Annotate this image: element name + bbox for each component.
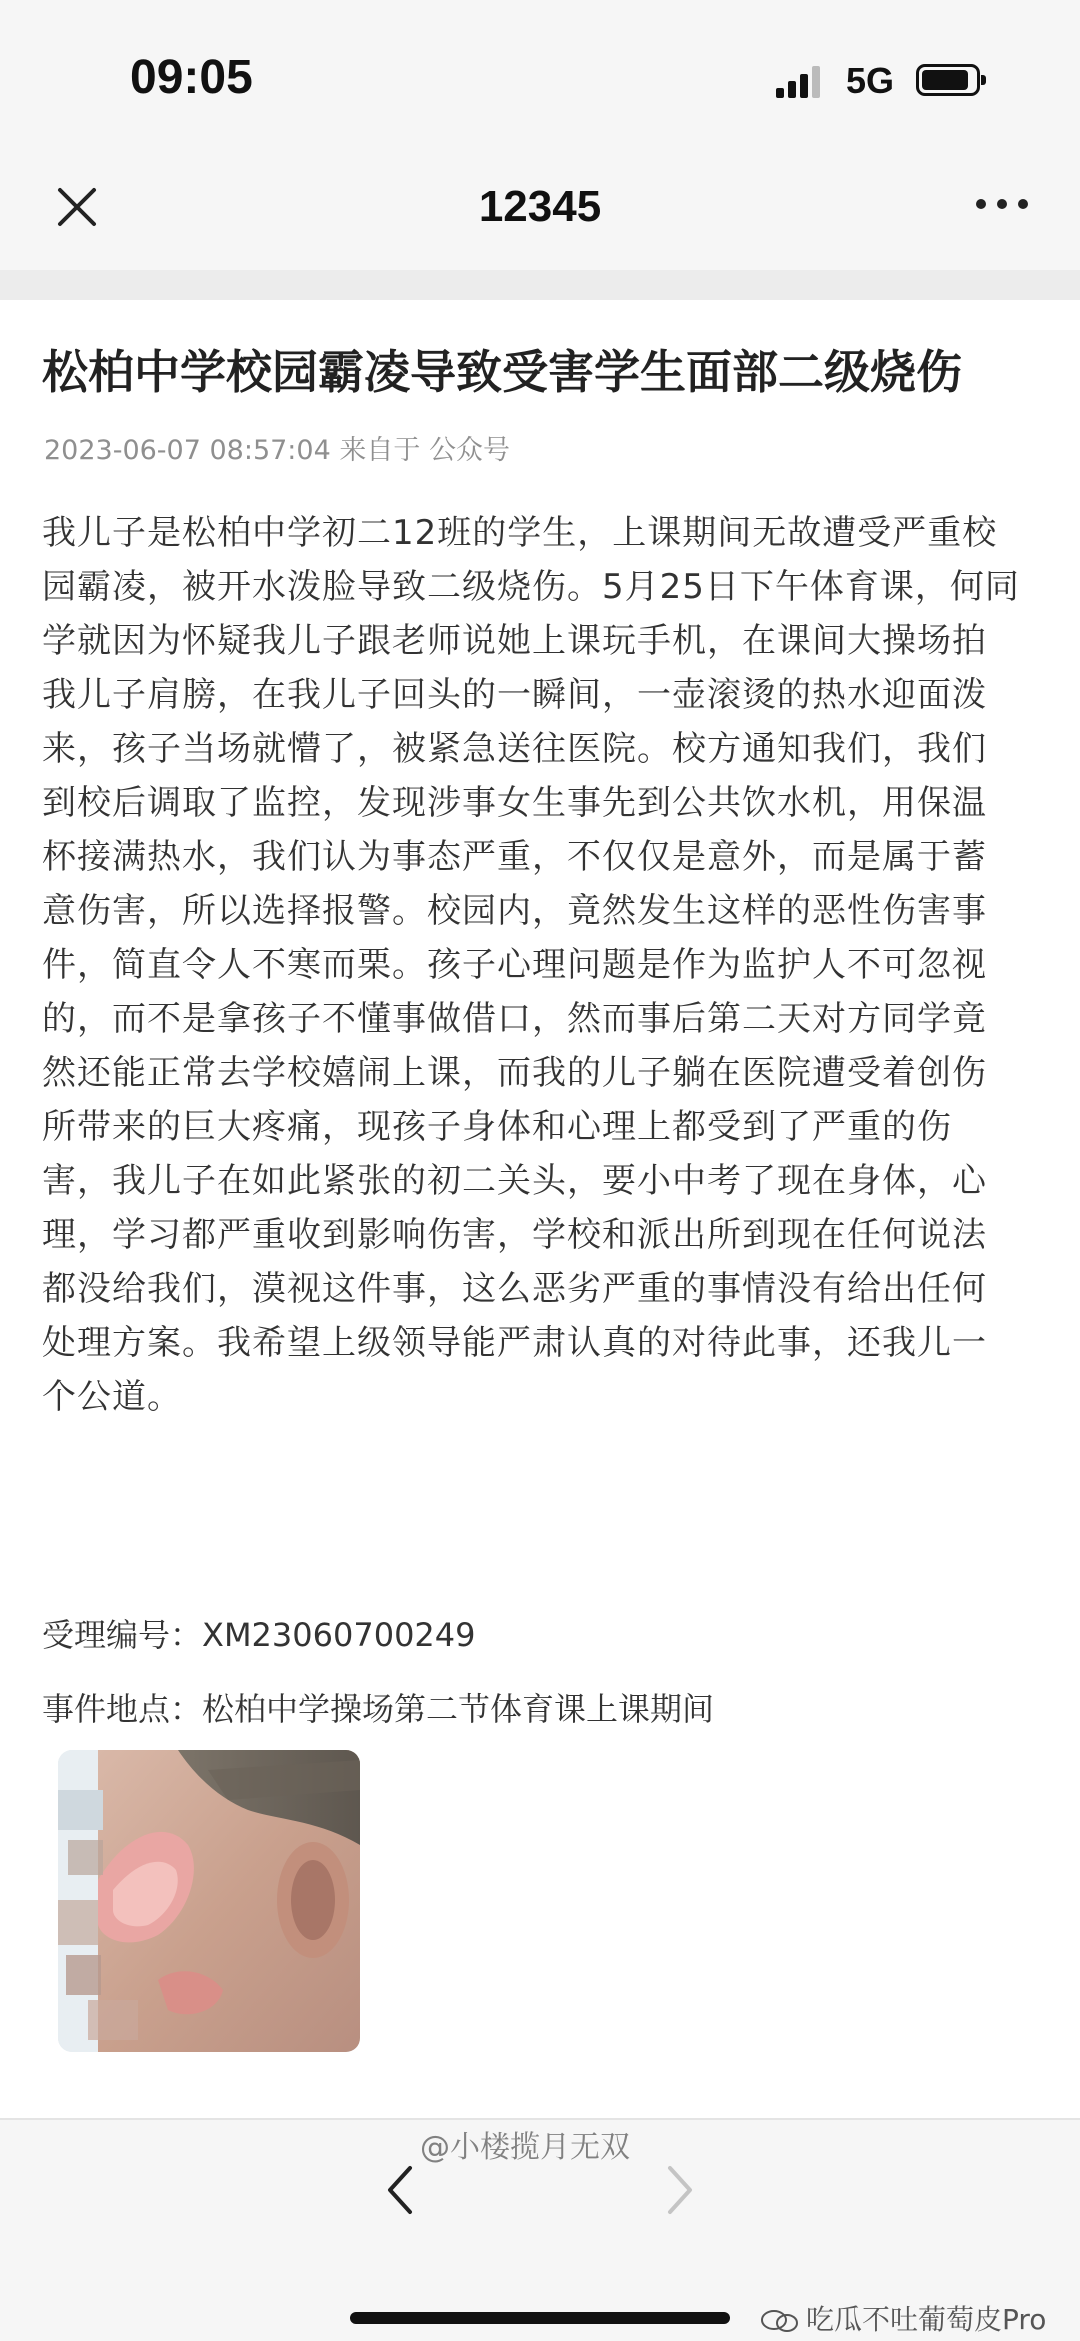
article-date: 2023-06-07 08:57:04 <box>44 435 331 466</box>
article-content <box>0 300 1080 2118</box>
body-line: 我儿子是松柏中学初二12班的学生，上课期间无故遭受严重校 <box>42 513 998 553</box>
signal-icon <box>776 66 822 98</box>
body-line: 杯接满热水，我们认为事态严重，不仅仅是意外，而是属于蓄 <box>42 837 987 877</box>
home-indicator[interactable] <box>350 2312 730 2324</box>
body-line: 都没给我们，漠视这件事，这么恶劣严重的事情没有给出任何 <box>42 1269 987 1309</box>
body-line: 来，孩子当场就懵了，被紧急送往医院。校方通知我们，我们 <box>42 729 987 769</box>
wechat-icon <box>760 2309 800 2333</box>
body-line: 园霸凌，被开水泼脸导致二级烧伤。5月25日下午体育课，何同 <box>42 567 1020 607</box>
ticket-label: 受理编号： <box>42 1616 203 1654</box>
injury-photo-thumbnail[interactable] <box>58 1750 360 2052</box>
source-link[interactable]: 公众号 <box>428 435 510 466</box>
body-line: 到校后调取了监控，发现涉事女生事先到公共饮水机，用保温 <box>42 783 987 823</box>
nav-bar <box>0 160 1080 270</box>
body-line: 个公道。 <box>42 1377 182 1417</box>
ticket-value: XM23060700249 <box>202 1616 476 1654</box>
event-location-row <box>42 1684 714 1730</box>
battery-icon <box>916 64 980 96</box>
article-body <box>42 506 1042 1424</box>
body-line: 学就因为怀疑我儿子跟老师说她上课玩手机，在课间大操场拍 <box>42 621 987 661</box>
location-value: 松柏中学操场第二节体育课上课期间 <box>202 1690 715 1728</box>
body-line: 理，学习都严重收到影响伤害，学校和派出所到现在任何说法 <box>42 1215 987 1255</box>
ticket-number-row <box>42 1610 476 1656</box>
watermark-weibo: @小楼揽月无双 <box>420 2130 630 2165</box>
status-bar <box>0 0 1080 160</box>
body-line: 所带来的巨大疼痛，现孩子身体和心理上都受到了严重的伤 <box>42 1107 952 1147</box>
status-time: 09:05 <box>130 51 253 104</box>
body-line: 我儿子肩膀，在我儿子回头的一瞬间，一壶滚烫的热水迎面泼 <box>42 675 987 715</box>
body-line: 然还能正常去学校嬉闹上课，而我的儿子躺在医院遭受着创伤 <box>42 1053 987 1093</box>
chevron-left-icon[interactable] <box>380 2160 420 2220</box>
article-title: 松柏中学校园霸凌导致受害学生面部二级烧伤 <box>42 345 962 399</box>
chevron-right-icon <box>660 2160 700 2220</box>
network-label: 5G <box>846 60 895 101</box>
more-dots-icon[interactable] <box>972 194 1032 214</box>
body-line: 意伤害，所以选择报警。校园内，竟然发生这样的恶性伤害事 <box>42 891 987 931</box>
source-prefix: 来自于 <box>339 435 421 466</box>
body-line: 件，简直令人不寒而栗。孩子心理问题是作为监护人不可忽视 <box>42 945 987 985</box>
page-title: 12345 <box>478 182 602 231</box>
body-line: 处理方案。我希望上级领导能严肃认真的对待此事，还我儿一 <box>42 1323 987 1363</box>
body-line: 的，而不是拿孩子不懂事做借口，然而事后第二天对方同学竟 <box>42 999 987 1039</box>
watermark-account-name: 吃瓜不吐葡萄皮Pro <box>806 2303 1047 2336</box>
article-meta <box>44 428 510 467</box>
location-label: 事件地点： <box>42 1690 203 1728</box>
body-line: 害，我儿子在如此紧张的初二关头，要小中考了现在身体，心 <box>42 1161 987 1201</box>
divider-band <box>0 270 1080 300</box>
watermark-account <box>760 2298 1046 2338</box>
